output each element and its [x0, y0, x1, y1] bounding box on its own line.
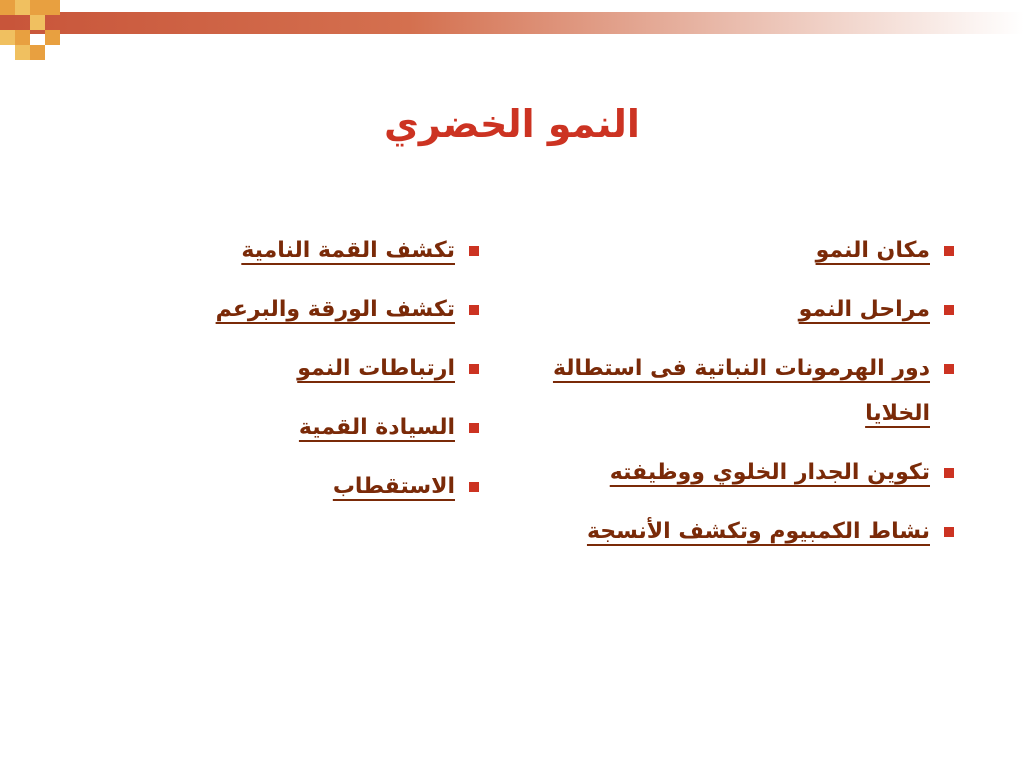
list-item — [159, 405, 479, 450]
list-item — [534, 509, 954, 554]
list-item — [159, 287, 479, 332]
square-bullet-icon — [944, 364, 954, 374]
link-apex-development[interactable]: تكشف القمة النامية — [241, 238, 455, 263]
top-decoration-bar — [0, 12, 1024, 34]
link-cell-wall[interactable]: تكوين الجدار الخلوي ووظيفته — [609, 460, 930, 485]
link-cambium-activity[interactable]: نشاط الكمبيوم وتكشف الأنسجة — [586, 519, 930, 544]
list-item — [534, 346, 954, 436]
square-bullet-icon — [944, 246, 954, 256]
right-bullet-list — [534, 228, 954, 568]
list-item — [159, 464, 479, 509]
square-bullet-icon — [469, 246, 479, 256]
square-bullet-icon — [469, 364, 479, 374]
list-item — [534, 287, 954, 332]
link-growth-location[interactable]: مكان النمو — [815, 238, 930, 263]
list-item — [534, 228, 954, 273]
left-bullet-list — [159, 228, 479, 523]
link-growth-stages[interactable]: مراحل النمو — [798, 297, 930, 322]
square-bullet-icon — [469, 305, 479, 315]
link-leaf-bud-development[interactable]: تكشف الورقة والبرعم — [215, 297, 455, 322]
square-bullet-icon — [469, 482, 479, 492]
square-bullet-icon — [944, 527, 954, 537]
list-item — [159, 346, 479, 391]
link-apical-dominance[interactable]: السيادة القمية — [298, 415, 455, 440]
list-item — [534, 450, 954, 495]
square-bullet-icon — [944, 305, 954, 315]
list-item — [159, 228, 479, 273]
link-polarity[interactable]: الاستقطاب — [332, 474, 455, 499]
slide-title: النمو الخضري — [384, 102, 640, 146]
square-bullet-icon — [944, 468, 954, 478]
link-growth-correlations[interactable]: ارتباطات النمو — [297, 356, 455, 381]
link-hormones-role[interactable]: دور الهرمونات النباتية فى استطالة الخلايا — [552, 356, 930, 426]
square-bullet-icon — [469, 423, 479, 433]
